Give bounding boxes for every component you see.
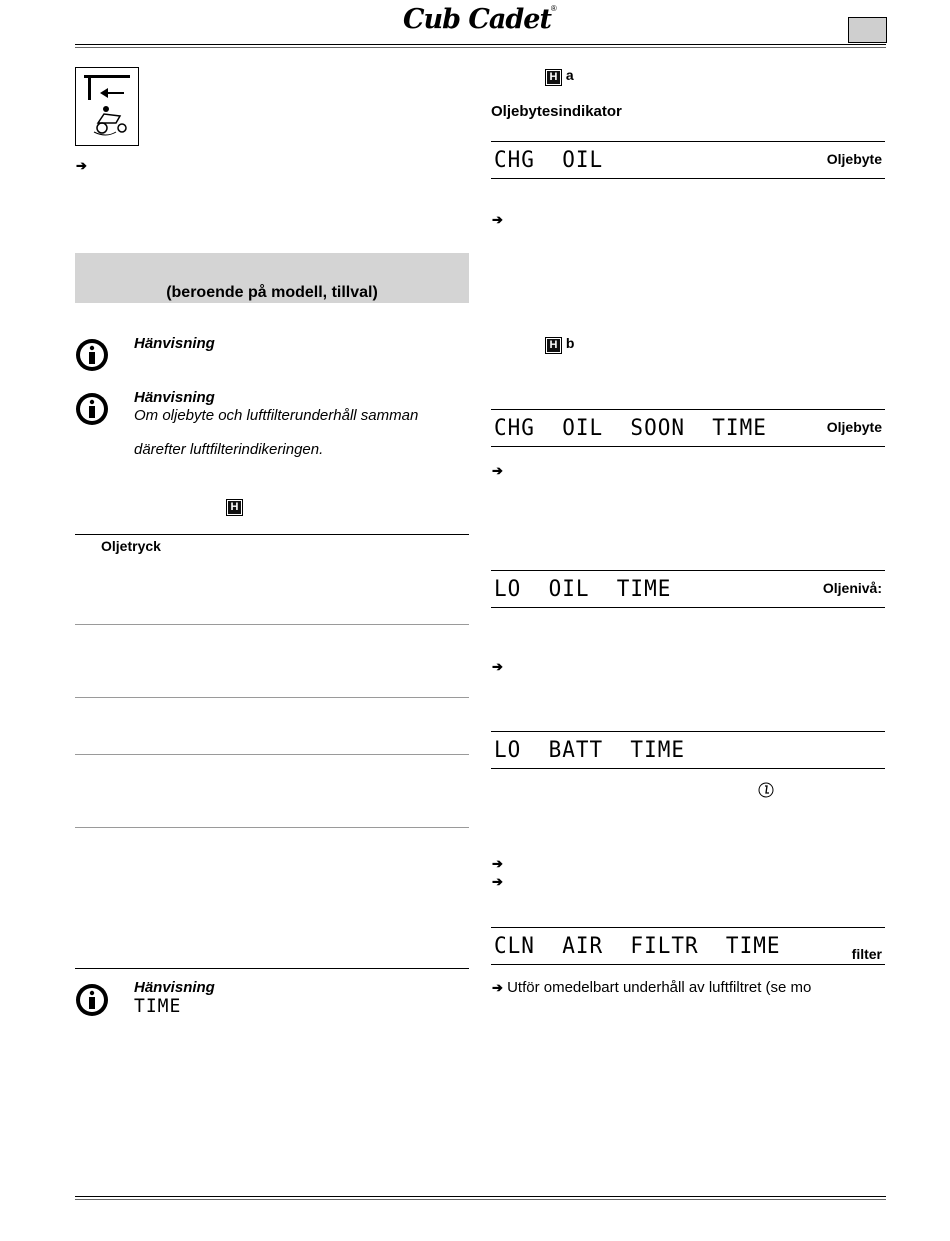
key-symbol-icon [758, 782, 774, 798]
h-a-label: H a [545, 67, 574, 86]
table-rule [491, 768, 885, 769]
table-rule [491, 731, 885, 732]
table-header: Oljetryck [101, 538, 161, 554]
lcd-display-text: CLN AIR FILTR TIME [494, 933, 781, 959]
note-text: därefter luftfilterindikeringen. [134, 441, 324, 458]
table-rule [491, 607, 885, 608]
table-row-divider [75, 624, 469, 625]
note-text: Om oljebyte och luftfilterunderhåll samman [134, 407, 419, 424]
table-rule [75, 968, 469, 969]
lcd-display-text: LO OIL TIME [494, 576, 672, 602]
table-rule [491, 927, 885, 928]
arrow-icon: ➔ [492, 463, 503, 478]
footer-rule-2 [75, 1199, 886, 1200]
lcd-display-text: CHG OIL SOON TIME [494, 415, 767, 441]
arrow-icon: ➔ [492, 980, 503, 995]
h-b-label: H b [545, 335, 574, 354]
row-label: Oljebyte [826, 419, 882, 435]
page-tab-box [848, 17, 887, 43]
table-rule [491, 178, 885, 179]
table-rule [491, 409, 885, 410]
table-rule [491, 570, 885, 571]
info-icon [75, 983, 109, 1017]
info-icon [75, 392, 109, 426]
instruction-text: ➔ Utför omedelbart underhåll av luftfiltret (se mo [492, 979, 812, 996]
header-rule-2 [75, 47, 886, 48]
arrow-icon: ➔ [76, 158, 87, 173]
lcd-display-text: TIME [134, 995, 182, 1018]
oil-change-heading: Oljebytesindikator [491, 103, 622, 120]
table-row-divider [75, 827, 469, 828]
arrow-icon: ➔ [492, 856, 503, 871]
row-label: filter [851, 946, 882, 962]
section-subtitle: (beroende på modell, tillval) [166, 284, 378, 301]
table-rule [491, 964, 885, 965]
table-row-divider [75, 697, 469, 698]
table-row-divider [75, 754, 469, 755]
arrow-icon: ➔ [492, 874, 503, 889]
lcd-display-text: LO BATT TIME [494, 737, 686, 763]
lcd-display-text: CHG OIL [494, 147, 604, 173]
footer-rule [75, 1196, 886, 1197]
table-rule [75, 534, 469, 535]
brand-logo: Cub Cadet® [403, 4, 557, 35]
table-rule [491, 446, 885, 447]
h-badge: H [226, 497, 243, 516]
brand-logo-text: Cub Cadet [403, 4, 551, 35]
arrow-icon: ➔ [492, 212, 503, 227]
table-rule [491, 141, 885, 142]
info-icon [75, 338, 109, 372]
note-title: Hänvisning [134, 389, 215, 406]
row-label: Oljenivå: [822, 580, 882, 596]
row-label: Oljebyte [826, 151, 882, 167]
arrow-icon: ➔ [492, 659, 503, 674]
header-rule [75, 44, 886, 45]
note-title: Hänvisning [134, 979, 215, 996]
mower-illustration [75, 67, 139, 146]
note-title: Hänvisning [134, 335, 215, 352]
